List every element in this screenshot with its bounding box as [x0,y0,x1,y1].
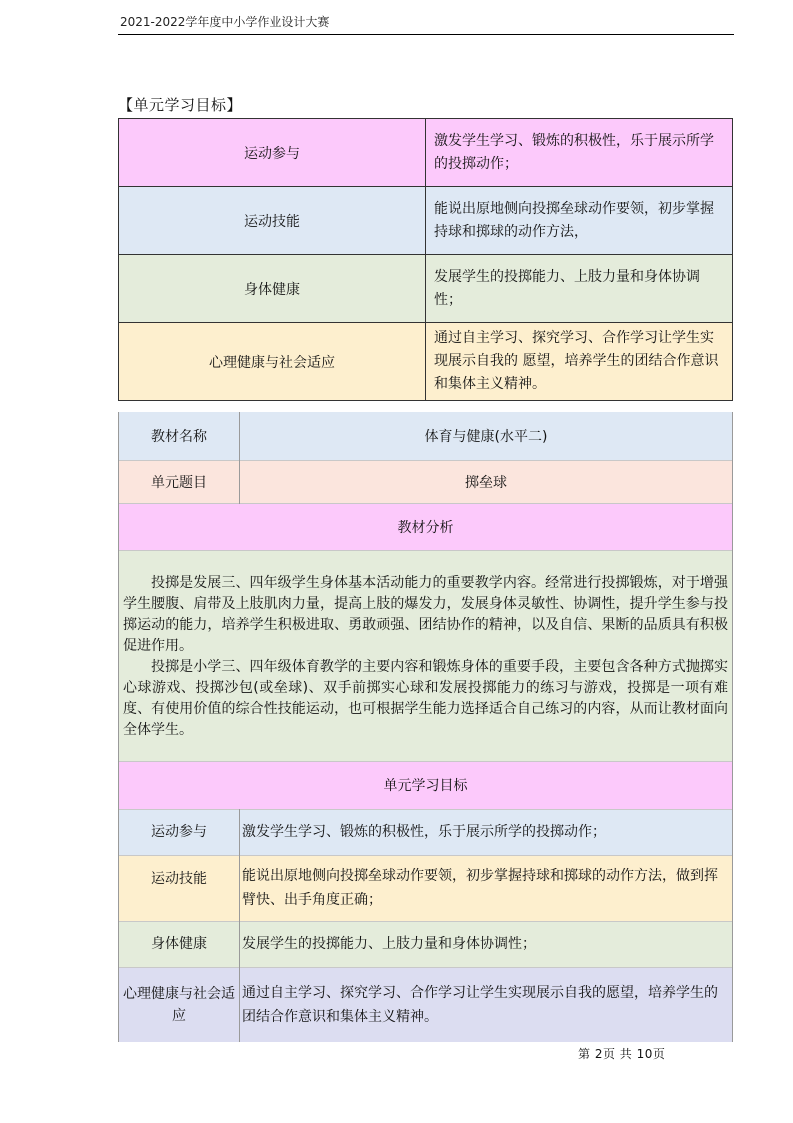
goal-text: 能说出原地侧向投掷垒球动作要领，初步掌握持球和掷球的动作方法， [426,187,733,255]
header-title: 2021-2022学年度中小学作业设计大赛 [120,15,330,29]
goal-row [119,809,733,855]
goal-row [119,255,733,323]
goal-label: 运动参与 [119,119,426,187]
goal-text: 发展学生的投掷能力、上肢力量和身体协调性； [426,255,733,323]
goal-label: 运动技能 [119,855,240,921]
analysis-row [119,550,733,761]
goal-text: 激发学生学习、锻炼的积极性，乐于展示所学的投掷动作； [426,119,733,187]
section-title: 【单元学习目标】 [118,96,243,114]
goal-label: 运动技能 [119,187,426,255]
goal-label: 心理健康与社会适应 [119,323,426,401]
analysis-text [119,550,733,761]
textbook-value: 体育与健康(水平二) [240,412,733,460]
header-rule [118,34,734,35]
page-number: 第 2页 共 10页 [578,1047,666,1061]
goal-text: 通过自主学习、探究学习、合作学习让学生实现展示自我的愿望，培养学生的团结合作意识和集体主义精神。 [240,967,733,1042]
analysis-paragraph-1: 投掷是发展三、四年级学生身体基本活动能力的重要教学内容。经常进行投掷锻炼，对于增强学生腰腹、肩带及上肢肌肉力量，提高上肢的爆发力，发展身体灵敏性、协调性，提升学生参与投掷运动的能力，培养学生积极进取、勇敢顽强、团结协作的精神，以及自信、果断的品质具有积极促进作用。 [123,574,728,654]
unit-row [119,460,733,503]
analysis-paragraph-2: 投掷是小学三、四年级体育教学的主要内容和锻炼身体的重要手段，主要包含各种方式抛掷实心球游戏、投掷沙包(或垒球)、双手前掷实心球和发展投掷能力的练习与游戏，投掷是一项有难度、有使用价值的综合性技能运动，也可根据学生能力选择适合自己练习的内容，从而让教材面向全体学生。 [123,658,728,738]
goals-heading: 单元学习目标 [119,761,733,809]
goal-text: 发展学生的投掷能力、上肢力量和身体协调性； [240,921,733,967]
goal-row [119,967,733,1042]
goal-row [119,323,733,401]
unit-goals-table [118,118,733,401]
goal-text: 通过自主学习、探究学习、合作学习让学生实现展示自我的 愿望，培养学生的团结合作意识和集体主义精神。 [426,323,733,401]
analysis-heading: 教材分析 [119,503,733,550]
goal-row [119,921,733,967]
goal-text: 激发学生学习、锻炼的积极性，乐于展示所学的投掷动作； [240,809,733,855]
textbook-label: 教材名称 [119,412,240,460]
textbook-row [119,412,733,460]
unit-label: 单元题目 [119,460,240,503]
unit-value: 掷垒球 [240,460,733,503]
goal-row [119,119,733,187]
goals-heading-row [119,761,733,809]
goal-text: 能说出原地侧向投掷垒球动作要领，初步掌握持球和掷球的动作方法，做到挥臂快、出手角度正确； [240,855,733,921]
textbook-info-table [118,412,733,1042]
goal-label: 运动参与 [119,809,240,855]
goal-row [119,855,733,921]
goal-label: 身体健康 [119,921,240,967]
analysis-heading-row [119,503,733,550]
goal-label: 身体健康 [119,255,426,323]
goal-row [119,187,733,255]
goal-label: 心理健康与社会适应 [119,967,240,1042]
